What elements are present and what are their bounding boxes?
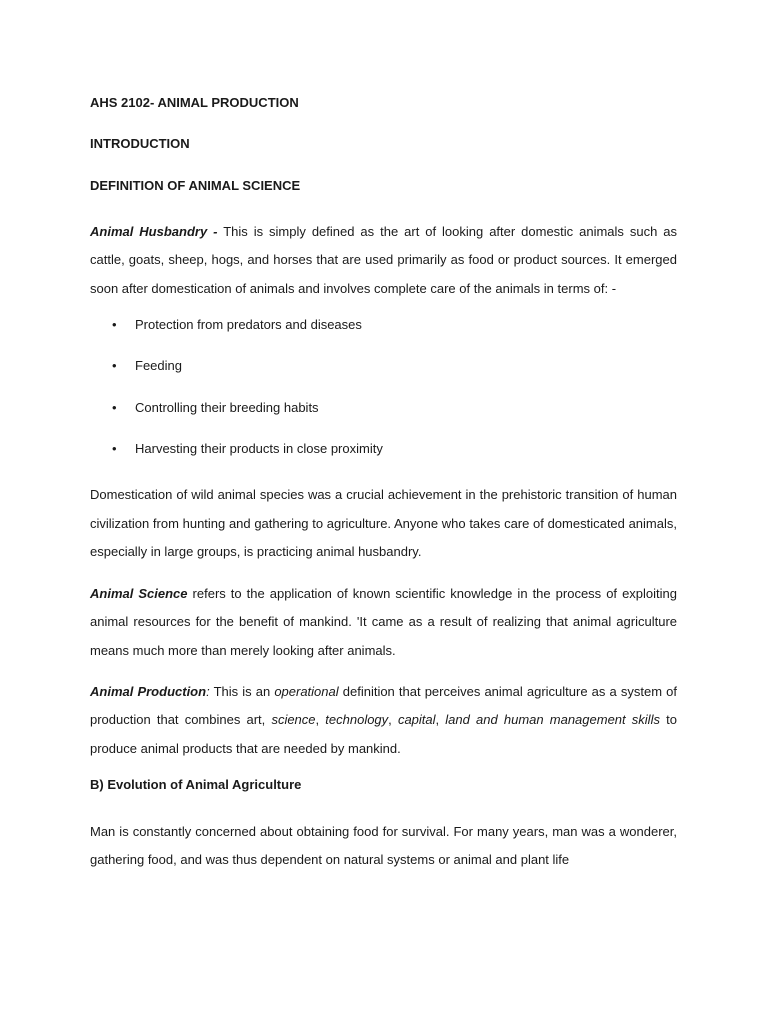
- definition-heading: DEFINITION OF ANIMAL SCIENCE: [90, 177, 301, 193]
- list-item-text: Harvesting their products in close proximity: [135, 441, 383, 457]
- bullet-icon: •: [112, 358, 117, 374]
- animal-production-paragraph: Animal Production: This is an operational definition that perceives animal agriculture as a system of production that combines art, science, technology, capital, land and human management skills to produce animal products that are needed by mankind.: [90, 683, 677, 756]
- bullet-icon: •: [112, 399, 117, 415]
- list-item: [90, 357, 677, 398]
- husbandry-paragraph: [90, 218, 677, 304]
- domestication-paragraph: Domestication of wild animal species was a crucial achievement in the prehistoric transition of human civilization from hunting and gathering to agriculture. Anyone who takes care of domesticated animals, especially in large groups, is practicing animal husbandry.: [90, 487, 677, 560]
- bullet-icon: •: [112, 441, 117, 457]
- animal-science-term: Animal Science: [90, 585, 188, 601]
- introduction-heading: INTRODUCTION: [90, 136, 190, 152]
- list-item-text: Protection from predators and diseases: [135, 317, 362, 333]
- animal-science-paragraph: [90, 580, 677, 666]
- list-item: [90, 399, 677, 440]
- animal-production-term: Animal Production: [90, 683, 207, 699]
- bullet-icon: •: [112, 317, 117, 333]
- list-item: [90, 316, 677, 357]
- course-title: AHS 2102- ANIMAL PRODUCTION: [90, 95, 299, 110]
- animal-science-text: refers to the application of known scientific knowledge in the process of exploiting animal resources for the benefit of mankind. 'It came as a result of realizing that animal agriculture means much more than merely looking after animals.: [90, 585, 677, 658]
- list-item-text: Feeding: [135, 358, 182, 374]
- evolution-heading: B) Evolution of Animal Agriculture: [90, 777, 302, 793]
- evolution-paragraph: Man is constantly concerned about obtaining food for survival. For many years, man was a wonderer, gathering food, and was thus dependent on natural systems or animal and plant life: [90, 823, 677, 868]
- husbandry-bullet-list: [90, 316, 677, 481]
- document-body: [90, 94, 677, 875]
- list-item-text: Controlling their breeding habits: [135, 399, 319, 415]
- list-item: [90, 440, 677, 481]
- husbandry-text: This is simply defined as the art of looking after domestic animals such as cattle, goats, sheep, hogs, and horses that are used primarily as food or product sources. It emerged soon after domestication of animals and involves complete care of the animals in terms of: -: [90, 223, 678, 296]
- husbandry-term: Animal Husbandry -: [90, 223, 218, 239]
